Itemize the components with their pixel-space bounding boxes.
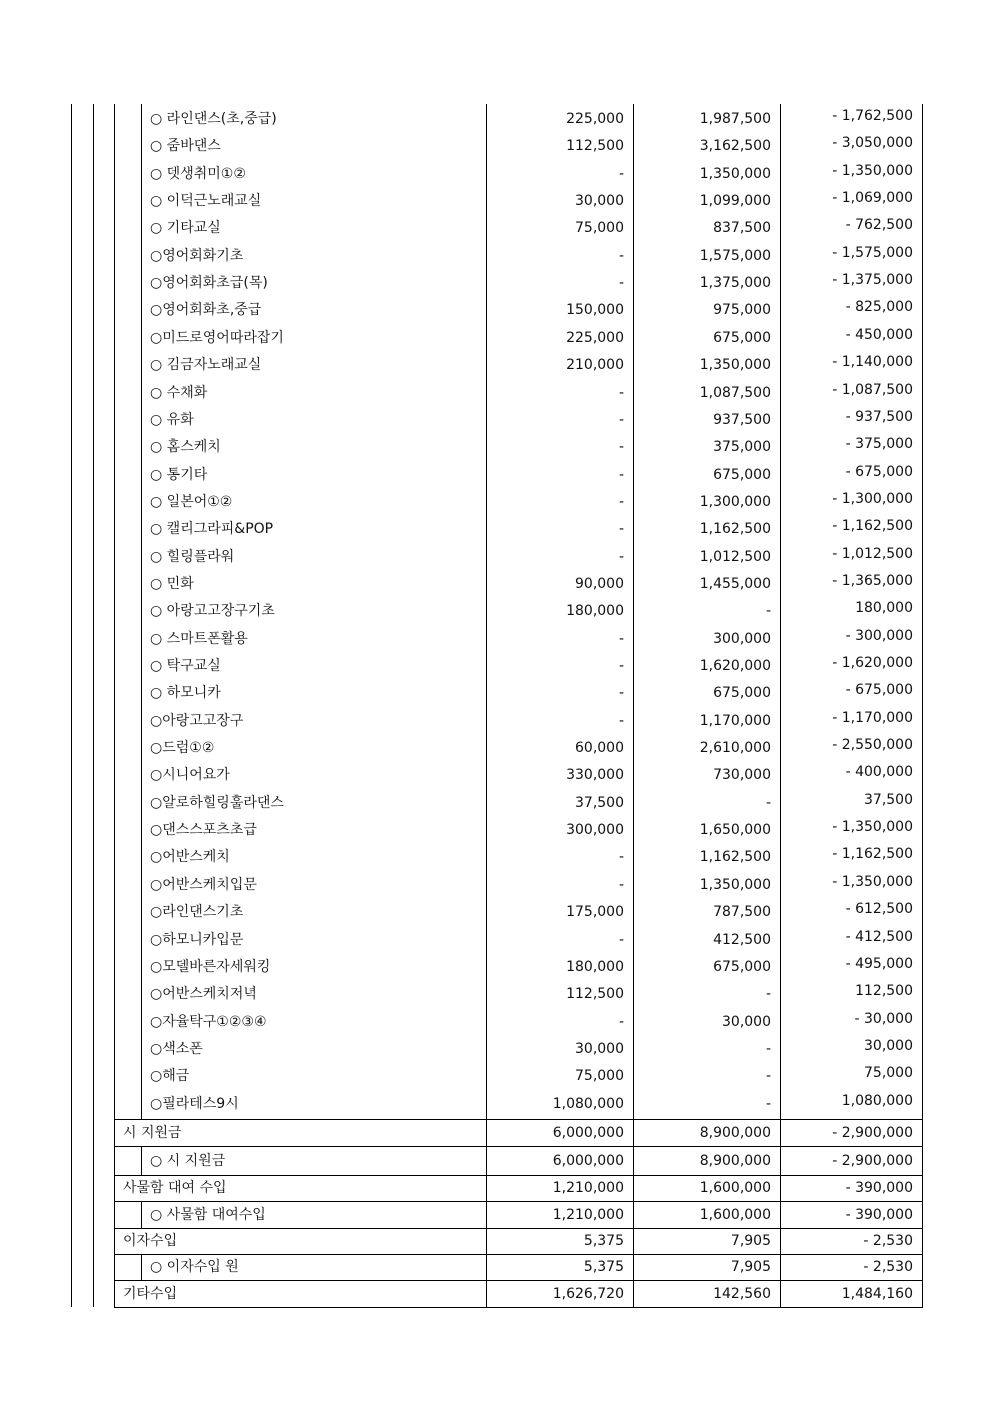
col3-value: - 2,530 bbox=[863, 1233, 913, 1249]
row-label: ○알로하힐링훌라댄스 bbox=[150, 794, 284, 811]
col3-value: - 2,900,000 bbox=[832, 1125, 913, 1141]
detail-row bbox=[114, 161, 922, 188]
col3-value: - 30,000 bbox=[854, 1010, 913, 1027]
col2-value: 1,300,000 bbox=[699, 493, 771, 510]
col3-value: - 1,350,000 bbox=[832, 819, 913, 836]
col3-value: - 1,012,500 bbox=[832, 545, 913, 562]
row-label: 이자수입 bbox=[123, 1233, 178, 1249]
col2-value: - bbox=[765, 1068, 771, 1085]
col3-value: - 612,500 bbox=[845, 901, 913, 918]
col3-value: - 390,000 bbox=[845, 1207, 913, 1223]
col1-value: 30,000 bbox=[575, 193, 624, 210]
col3-value: - 1,620,000 bbox=[832, 655, 913, 671]
col1-value: 330,000 bbox=[566, 767, 624, 784]
col1-value: 90,000 bbox=[575, 575, 624, 592]
col1-value: 150,000 bbox=[566, 302, 624, 319]
subitem-row bbox=[114, 1202, 922, 1228]
col2-value: 2,610,000 bbox=[699, 740, 771, 757]
col3-value: - 1,365,000 bbox=[832, 572, 913, 589]
col1-value: 300,000 bbox=[566, 822, 624, 839]
row-label: ○ 탁구교실 bbox=[150, 658, 221, 674]
detail-row bbox=[114, 1009, 922, 1036]
group-total-row bbox=[114, 1176, 922, 1201]
col3-value: - 1,162,500 bbox=[832, 846, 913, 863]
col1-value: 180,000 bbox=[566, 958, 624, 975]
col1-value: - bbox=[618, 630, 624, 647]
detail-row bbox=[114, 571, 922, 598]
detail-row bbox=[114, 516, 922, 543]
col2-value: 1,650,000 bbox=[699, 822, 771, 839]
col2-value: 142,560 bbox=[713, 1286, 771, 1302]
col2-value: - bbox=[765, 603, 771, 620]
col3-value: 112,500 bbox=[855, 983, 913, 1000]
col3-value: - 2,550,000 bbox=[832, 737, 913, 754]
outer-indent-line-1 bbox=[71, 104, 72, 1307]
col1-value: 6,000,000 bbox=[552, 1125, 624, 1141]
col1-value: 5,375 bbox=[583, 1259, 624, 1275]
detail-row bbox=[114, 1063, 922, 1090]
col2-value: 787,500 bbox=[713, 904, 771, 921]
col2-value: 1,170,000 bbox=[699, 712, 771, 729]
detail-row bbox=[114, 735, 922, 762]
row-label: ○ 시 지원금 bbox=[150, 1153, 226, 1169]
detail-row bbox=[114, 544, 922, 571]
detail-row bbox=[114, 380, 922, 407]
col1-value: 225,000 bbox=[566, 329, 624, 346]
row-label: ○시니어요가 bbox=[150, 767, 230, 784]
group-total-row bbox=[114, 1281, 922, 1307]
col1-value: - bbox=[618, 521, 624, 538]
col2-value: 975,000 bbox=[713, 302, 771, 319]
col3-value: - 1,350,000 bbox=[832, 162, 913, 179]
row-label: ○ 하모니카 bbox=[150, 685, 221, 702]
col1-value: - bbox=[618, 876, 624, 893]
col1-value: - bbox=[618, 1013, 624, 1030]
detail-row bbox=[114, 762, 922, 789]
col1-value: 112,500 bbox=[566, 986, 624, 1003]
col2-value: 675,000 bbox=[713, 685, 771, 702]
detail-row bbox=[114, 653, 922, 680]
col1-value: 1,210,000 bbox=[552, 1207, 624, 1223]
col2-value: 1,600,000 bbox=[699, 1207, 771, 1223]
row-label: ○ 유화 bbox=[150, 411, 194, 428]
col1-value: 60,000 bbox=[575, 740, 624, 757]
col2-value: 675,000 bbox=[713, 466, 771, 483]
row-label: ○어반스케치입문 bbox=[150, 876, 257, 893]
col1-value: 1,626,720 bbox=[552, 1286, 624, 1302]
col3-value: 30,000 bbox=[864, 1037, 913, 1054]
col1-value: 1,210,000 bbox=[552, 1180, 624, 1196]
col3-value: - 495,000 bbox=[845, 955, 913, 972]
col2-value: 1,375,000 bbox=[699, 275, 771, 292]
col1-value: 75,000 bbox=[575, 1068, 624, 1085]
col3-value: - 675,000 bbox=[845, 463, 913, 480]
col3-value: - 1,762,500 bbox=[832, 108, 913, 124]
detail-row bbox=[114, 1036, 922, 1063]
row-label: ○해금 bbox=[150, 1068, 190, 1085]
detail-row bbox=[114, 325, 922, 352]
col2-value: 8,900,000 bbox=[699, 1125, 771, 1141]
col2-value: 675,000 bbox=[713, 329, 771, 346]
detail-row bbox=[114, 899, 922, 926]
row-label: 사물함 대여 수입 bbox=[123, 1180, 227, 1196]
subitem-row bbox=[114, 1255, 922, 1280]
col1-value: - bbox=[618, 165, 624, 182]
detail-row bbox=[114, 680, 922, 707]
col1-value: - bbox=[618, 411, 624, 428]
row-label: ○ 캘리그라피&POP bbox=[150, 521, 274, 538]
row-label: ○ 통기타 bbox=[150, 466, 208, 483]
row-label: ○필라테스9시 bbox=[150, 1095, 239, 1112]
col1-value: - bbox=[618, 247, 624, 264]
col1-value: 210,000 bbox=[566, 357, 624, 374]
row-label: ○모델바른자세워킹 bbox=[150, 958, 271, 975]
row-label: ○ 라인댄스(초,중급) bbox=[150, 111, 277, 127]
row-label: ○드럼①② bbox=[150, 740, 215, 757]
row-label: ○ 일본어①② bbox=[150, 493, 233, 510]
col2-value: - bbox=[765, 794, 771, 811]
col3-value: - 1,140,000 bbox=[832, 354, 913, 371]
col1-value: - bbox=[618, 439, 624, 456]
detail-row bbox=[114, 626, 922, 653]
detail-row bbox=[114, 462, 922, 489]
col2-value: 1,620,000 bbox=[699, 658, 771, 674]
col1-value: - bbox=[618, 712, 624, 729]
col1-value: - bbox=[618, 384, 624, 401]
col3-value: - 450,000 bbox=[845, 326, 913, 343]
row-label: ○영어회화기초 bbox=[150, 247, 244, 264]
detail-row bbox=[114, 188, 922, 215]
detail-row bbox=[114, 981, 922, 1008]
col3-value: - 1,575,000 bbox=[832, 244, 913, 261]
col3-value: 1,080,000 bbox=[841, 1092, 913, 1109]
col3-value: 180,000 bbox=[855, 600, 913, 617]
detail-row bbox=[114, 297, 922, 324]
row-label: ○아랑고고장구 bbox=[150, 712, 244, 729]
col1-value: 37,500 bbox=[575, 794, 624, 811]
col3-value: - 1,162,500 bbox=[832, 518, 913, 535]
col2-value: 3,162,500 bbox=[699, 138, 771, 155]
detail-row bbox=[114, 489, 922, 516]
col3-value: - 1,087,500 bbox=[832, 381, 913, 398]
col2-value: 300,000 bbox=[713, 630, 771, 647]
col3-value: - 390,000 bbox=[845, 1180, 913, 1196]
row-label: ○하모니카입문 bbox=[150, 931, 244, 948]
row-label: ○ 이덕근노래교실 bbox=[150, 193, 262, 210]
col3-value: 37,500 bbox=[864, 791, 913, 808]
detail-row bbox=[114, 817, 922, 844]
col3-value: - 762,500 bbox=[845, 217, 913, 234]
detail-row bbox=[114, 133, 922, 160]
col1-value: 30,000 bbox=[575, 1040, 624, 1057]
col1-value: 1,080,000 bbox=[552, 1095, 624, 1112]
col1-value: - bbox=[618, 658, 624, 674]
col1-value: - bbox=[618, 849, 624, 866]
col1-value: 112,500 bbox=[566, 138, 624, 155]
group-total-row bbox=[114, 1229, 922, 1254]
col3-value: - 1,350,000 bbox=[832, 873, 913, 890]
col3-value: - 2,530 bbox=[863, 1259, 913, 1275]
row-label: ○미드로영어따라잡기 bbox=[150, 329, 284, 346]
row-label: ○어반스케치저녁 bbox=[150, 986, 257, 1003]
row-label: ○색소폰 bbox=[150, 1040, 203, 1057]
detail-row bbox=[114, 708, 922, 735]
col2-value: 1,350,000 bbox=[699, 357, 771, 374]
col3-value: - 937,500 bbox=[845, 408, 913, 425]
row-label: ○ 뎃생취미①② bbox=[150, 165, 246, 182]
row-label: ○ 민화 bbox=[150, 575, 194, 592]
col3-value: - 375,000 bbox=[845, 436, 913, 453]
outer-indent-line-2 bbox=[93, 104, 94, 1307]
row-label: 시 지원금 bbox=[123, 1125, 182, 1141]
col3-value: - 1,170,000 bbox=[832, 709, 913, 726]
detail-row bbox=[114, 270, 922, 297]
row-divider bbox=[114, 1307, 923, 1308]
col2-value: 1,350,000 bbox=[699, 165, 771, 182]
col2-value: 1,575,000 bbox=[699, 247, 771, 264]
col3-value: - 2,900,000 bbox=[832, 1153, 913, 1169]
col1-value: 175,000 bbox=[566, 904, 624, 921]
row-label: ○ 사물함 대여수입 bbox=[150, 1207, 266, 1223]
detail-row bbox=[114, 790, 922, 817]
detail-row bbox=[114, 407, 922, 434]
col1-value: - bbox=[618, 275, 624, 292]
detail-row bbox=[114, 215, 922, 242]
col2-value: 1,987,500 bbox=[699, 111, 771, 127]
col1-value: 225,000 bbox=[566, 111, 624, 127]
row-label: ○영어회화초급(목) bbox=[150, 275, 268, 292]
row-label: ○ 아랑고고장구기초 bbox=[150, 603, 275, 620]
col2-value: 412,500 bbox=[713, 931, 771, 948]
detail-row bbox=[114, 106, 922, 133]
col3-value: - 1,300,000 bbox=[832, 490, 913, 507]
col1-value: - bbox=[618, 466, 624, 483]
col3-value: - 3,050,000 bbox=[832, 135, 913, 152]
detail-row bbox=[114, 352, 922, 379]
col2-value: 937,500 bbox=[713, 411, 771, 428]
detail-row bbox=[114, 434, 922, 461]
row-label: ○라인댄스기초 bbox=[150, 904, 244, 921]
row-label: ○ 홈스케치 bbox=[150, 439, 221, 456]
col3-value: - 400,000 bbox=[845, 764, 913, 781]
col3-value: - 1,069,000 bbox=[832, 190, 913, 207]
col1-value: - bbox=[618, 548, 624, 565]
row-label: ○어반스케치 bbox=[150, 849, 230, 866]
detail-row bbox=[114, 844, 922, 871]
col2-value: 1,600,000 bbox=[699, 1180, 771, 1196]
row-label: ○ 이자수입 원 bbox=[150, 1259, 239, 1275]
col2-value: 375,000 bbox=[713, 439, 771, 456]
col3-value: - 825,000 bbox=[845, 299, 913, 316]
col2-value: 1,087,500 bbox=[699, 384, 771, 401]
col2-value: 1,162,500 bbox=[699, 849, 771, 866]
col3-value: - 1,375,000 bbox=[832, 272, 913, 289]
col2-value: 1,162,500 bbox=[699, 521, 771, 538]
col2-value: 1,099,000 bbox=[699, 193, 771, 210]
col2-value: 837,500 bbox=[713, 220, 771, 237]
row-label: ○ 스마트폰활용 bbox=[150, 630, 248, 647]
row-label: ○ 수채화 bbox=[150, 384, 208, 401]
row-label: ○ 기타교실 bbox=[150, 220, 221, 237]
col3-value: 75,000 bbox=[864, 1065, 913, 1082]
detail-row bbox=[114, 1091, 922, 1118]
row-label: ○자율탁구①②③④ bbox=[150, 1013, 267, 1030]
col2-value: 1,455,000 bbox=[699, 575, 771, 592]
row-label: ○댄스스포츠초급 bbox=[150, 822, 257, 839]
col3-value: - 300,000 bbox=[845, 627, 913, 644]
detail-row bbox=[114, 243, 922, 270]
col1-value: - bbox=[618, 931, 624, 948]
col2-value: 1,350,000 bbox=[699, 876, 771, 893]
row-label: ○영어회화초,중급 bbox=[150, 302, 262, 319]
col1-value: 5,375 bbox=[583, 1233, 624, 1249]
col2-value: 30,000 bbox=[722, 1013, 771, 1030]
col1-value: 6,000,000 bbox=[552, 1153, 624, 1169]
col1-value: 75,000 bbox=[575, 220, 624, 237]
col3-value: 1,484,160 bbox=[841, 1286, 913, 1302]
col2-value: 1,012,500 bbox=[699, 548, 771, 565]
col2-value: - bbox=[765, 1040, 771, 1057]
col2-value: 675,000 bbox=[713, 958, 771, 975]
detail-row bbox=[114, 927, 922, 954]
row-label: ○ 김금자노래교실 bbox=[150, 357, 262, 374]
col2-value: 8,900,000 bbox=[699, 1153, 771, 1169]
detail-row bbox=[114, 598, 922, 625]
table-right-border bbox=[922, 104, 923, 1307]
row-label: ○ 힐링플라워 bbox=[150, 548, 235, 565]
group-total-row bbox=[114, 1120, 922, 1146]
detail-row bbox=[114, 954, 922, 981]
col2-value: 7,905 bbox=[730, 1259, 771, 1275]
subitem-row bbox=[114, 1147, 922, 1175]
col3-value: - 412,500 bbox=[845, 928, 913, 945]
col1-value: 180,000 bbox=[566, 603, 624, 620]
col3-value: - 675,000 bbox=[845, 682, 913, 699]
row-label: ○ 줌바댄스 bbox=[150, 138, 221, 155]
row-label: 기타수입 bbox=[123, 1286, 178, 1302]
col2-value: - bbox=[765, 986, 771, 1003]
col1-value: - bbox=[618, 685, 624, 702]
col2-value: 7,905 bbox=[730, 1233, 771, 1249]
col1-value: - bbox=[618, 493, 624, 510]
col2-value: 730,000 bbox=[713, 767, 771, 784]
detail-row bbox=[114, 872, 922, 899]
col2-value: - bbox=[765, 1095, 771, 1112]
